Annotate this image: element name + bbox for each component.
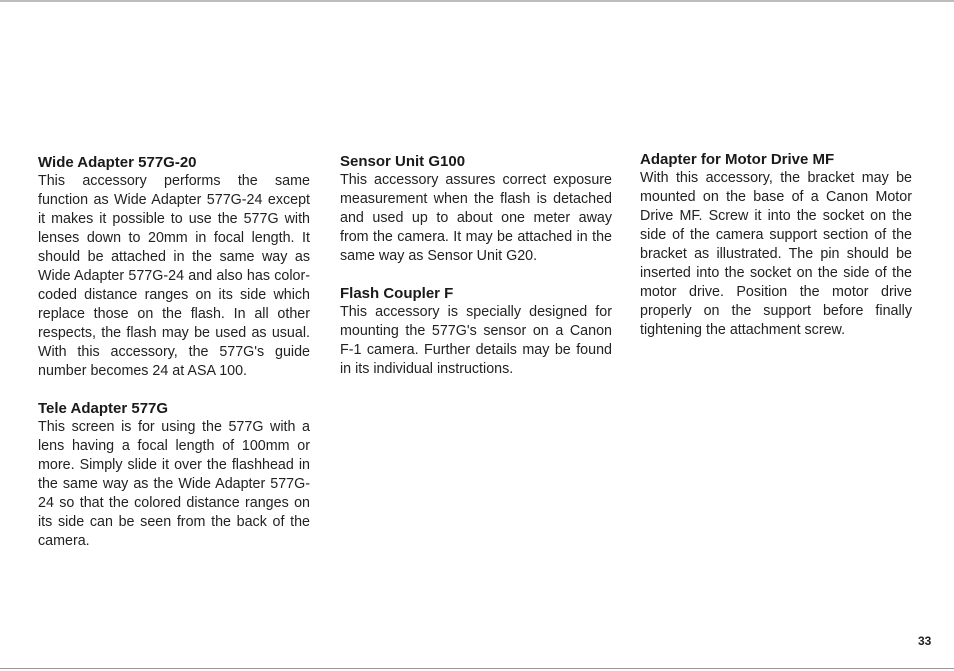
- body-flash-coupler: This accessory is specially designed for mounting the 577G's sensor on a Canon F-1 camera. Further details may be found in its individual instructions.: [340, 304, 612, 377]
- column-left: [38, 153, 310, 551]
- body-sensor-unit: This accessory assures correct exposure measurement when the flash is detached and used up to about one meter away from the camera. It may be attached in the same way as Sensor Unit G20.: [340, 172, 612, 264]
- section-gap: [340, 266, 612, 284]
- heading-tele-adapter: Tele Adapter 577G: [38, 400, 169, 417]
- heading-sensor-unit: Sensor Unit G100: [340, 153, 466, 170]
- section-gap: [38, 381, 310, 399]
- heading-wide-adapter: Wide Adapter 577G-20: [38, 154, 197, 171]
- bottom-rule: [0, 668, 954, 669]
- heading-motor-drive-adapter: Adapter for Motor Drive MF: [640, 151, 835, 168]
- column-middle: [340, 152, 612, 379]
- top-rule: [0, 0, 954, 2]
- body-wide-adapter: This accessory performs the same function as Wide Adapter 577G-24 except it makes it possible to use the 577G with lenses down to 20mm in focal length. It should be attached in the same way as Wide Adapter 577G-24 and also has color-coded distance ranges on its side which replace those on the flash. In all other respects, the flash may be used as usual. With this accessory, the 577G's guide number becomes 24 at ASA 100.: [38, 173, 310, 379]
- body-motor-drive-adapter: With this accessory, the bracket may be mounted on the base of a Canon Motor Drive MF. Screw it into the socket on the side of the camera support section of the bracket as illustrated. The pin should be inserted into the socket on the side of the motor drive. Position the motor drive properly on the support before finally tightening the attachment screw.: [640, 170, 912, 338]
- body-tele-adapter: This screen is for using the 577G with a lens having a focal length of 100mm or more. Simply slide it over the flashhead in the same way as the Wide Adapter 577G-24 so that the colored distance ranges on its side can be seen from the back of the camera.: [38, 419, 310, 549]
- column-right: [640, 150, 912, 340]
- page-number: 33: [918, 634, 932, 648]
- heading-flash-coupler: Flash Coupler F: [340, 285, 454, 302]
